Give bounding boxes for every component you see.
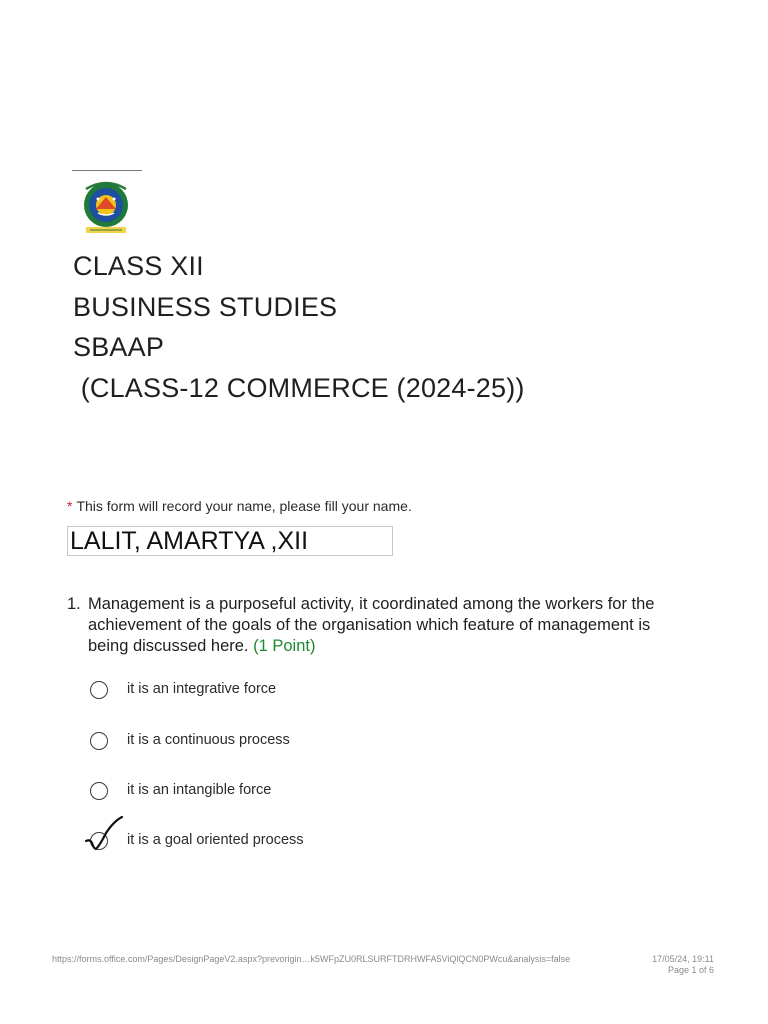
option-2[interactable]	[90, 730, 290, 752]
question-number: 1.	[67, 595, 81, 613]
checkmark-icon	[84, 815, 128, 855]
option-1[interactable]	[90, 679, 277, 701]
option-3[interactable]	[90, 780, 272, 802]
required-marker: *	[67, 498, 73, 514]
option-label: it is a continuous process	[127, 732, 290, 748]
form-title	[73, 246, 733, 408]
name-input[interactable]: LALIT, AMARTYA ,XII	[67, 526, 393, 556]
footer-meta	[652, 954, 714, 976]
question-1	[67, 594, 687, 657]
radio-button[interactable]	[90, 681, 108, 699]
title-line-assessment: SBAAP	[73, 332, 165, 362]
title-line-subject: BUSINESS STUDIES	[73, 291, 338, 322]
title-line-class: CLASS XII	[73, 251, 204, 281]
footer-datetime: 17/05/24, 19:11	[652, 954, 714, 964]
option-label: it is a goal oriented process	[127, 832, 304, 848]
name-field-label	[67, 498, 412, 514]
logo-area	[72, 170, 142, 237]
logo-divider	[72, 170, 142, 171]
option-label: it is an intangible force	[127, 782, 272, 798]
option-label: it is an integrative force	[127, 681, 277, 697]
title-line-course: (CLASS-12 COMMERCE (2024-25))	[73, 372, 525, 403]
radio-button[interactable]	[90, 732, 108, 750]
name-prompt-text: This form will record your name, please fill your name.	[76, 498, 412, 514]
radio-button[interactable]	[90, 782, 108, 800]
footer-url: https://forms.office.com/Pages/DesignPageV2.aspx?prevorigin…k5WFpZU0RLSURFTDRHWFA5ViQlQCN0PWcu&analysis=false	[52, 954, 571, 964]
question-points: (1 Point)	[253, 637, 316, 655]
school-crest-icon	[78, 175, 134, 237]
question-text: Management is a purposeful activity, it coordinated among the workers for the achievement of the goals of the organisation which feature of management is being discussed here.	[88, 595, 655, 655]
footer-page-number: Page 1 of 6	[667, 965, 714, 975]
